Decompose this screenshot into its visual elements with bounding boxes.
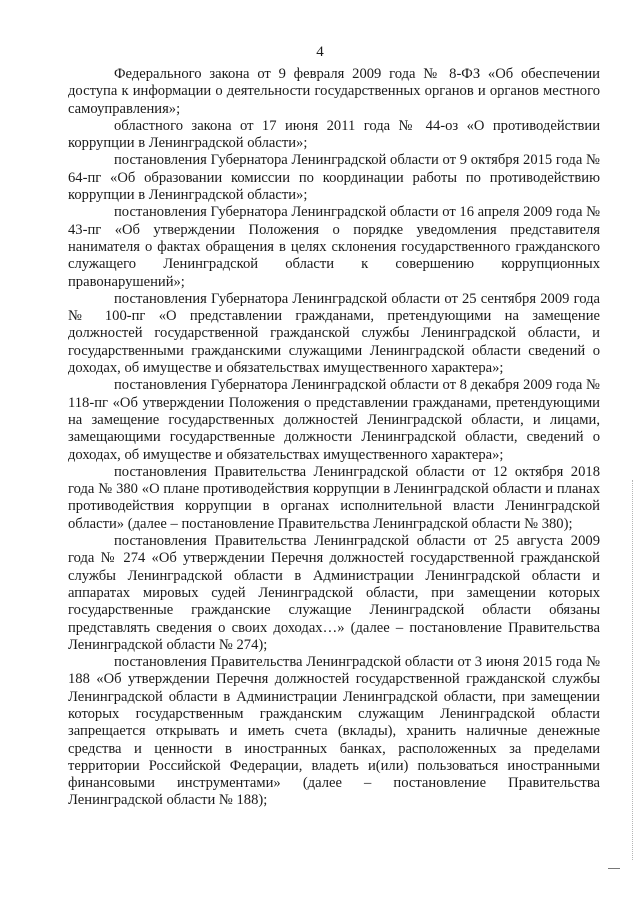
page-number: 4 xyxy=(316,44,324,60)
scan-edge-mark xyxy=(632,480,634,860)
paragraph-regional-law-44oz: областного закона от 17 июня 2011 года № 44-оз «О противодействии коррупции в Ленинградской области»; xyxy=(68,117,600,152)
paragraph-government-decree-188: постановления Правительства Ленинградской области от 3 июня 2015 года № 188 «Об утверждении Перечня должностей государственной гражданской службы Ленинградской области в Администрации Ленинградской области, при замещении которых государственным гражданским служащим Ленинградской области запрещается открывать и иметь счета (вклады), хранить наличные денежные средства и ценности в иностранных банках, расположенных за пределами территории Российской Федерации, владеть и(или) пользоваться иностранными финансовыми инструментами» (далее – постановление Правительства Ленинградской области № 188); xyxy=(68,654,600,809)
paragraph-federal-law-8fz: Федерального закона от 9 февраля 2009 года № 8-ФЗ «Об обеспечении доступа к информации о деятельности государственных органов и органов местного самоуправления»; xyxy=(68,66,600,117)
paragraph-governor-decree-118pg: постановления Губернатора Ленинградской области от 8 декабря 2009 года № 118-пг «Об утверждении Положения о представлении гражданами, претендующими на замещение государственных должностей Ленинградской области, и лицами, замещающими государственные должности Ленинградской области, сведений о доходах, об имуществе и обязательствах имущественного характера»; xyxy=(68,377,600,463)
paragraph-government-decree-380: постановления Правительства Ленинградской области от 12 октября 2018 года № 380 «О плане противодействия коррупции в Ленинградской области и планах противодействия коррупции в органах исполнительной власти Ленинградской области» (далее – постановление Правительства Ленинградской области № 380); xyxy=(68,463,600,532)
paragraph-governor-decree-100pg: постановления Губернатора Ленинградской области от 25 сентября 2009 года № 100-пг «О представлении гражданами, претендующими на замещение должностей государственной гражданской службы Ленинградской области, и государственными гражданскими служащими Ленинградской области сведений о доходах, об имуществе и обязательствах имущественного характера»; xyxy=(68,290,600,377)
paragraph-governor-decree-64pg: постановления Губернатора Ленинградской области от 9 октября 2015 года № 64-пг «Об образовании комиссии по координации работы по противодействию коррупции в Ленинградской области»; xyxy=(68,152,600,204)
paragraph-governor-decree-43pg: постановления Губернатора Ленинградской области от 16 апреля 2009 года № 43-пг «Об утверждении Положения о порядке уведомления представителя нанимателя о фактах обращения в целях склонения государственного гражданского служащего Ленинградской области к совершению коррупционных правонарушений»; xyxy=(68,204,600,290)
document-body xyxy=(68,66,600,810)
scan-bottom-mark xyxy=(608,868,620,869)
paragraph-government-decree-274: постановления Правительства Ленинградской области от 25 августа 2009 года № 274 «Об утверждении Перечня должностей государственной гражданской службы Ленинградской области в Администрации Ленинградской области и аппаратах мировых судей Ленинградской области, при замещении которых государственные гражданские служащие Ленинградской области обязаны представлять сведения о своих доходах…» (далее – постановление Правительства Ленинградской области № 274); xyxy=(68,533,600,653)
